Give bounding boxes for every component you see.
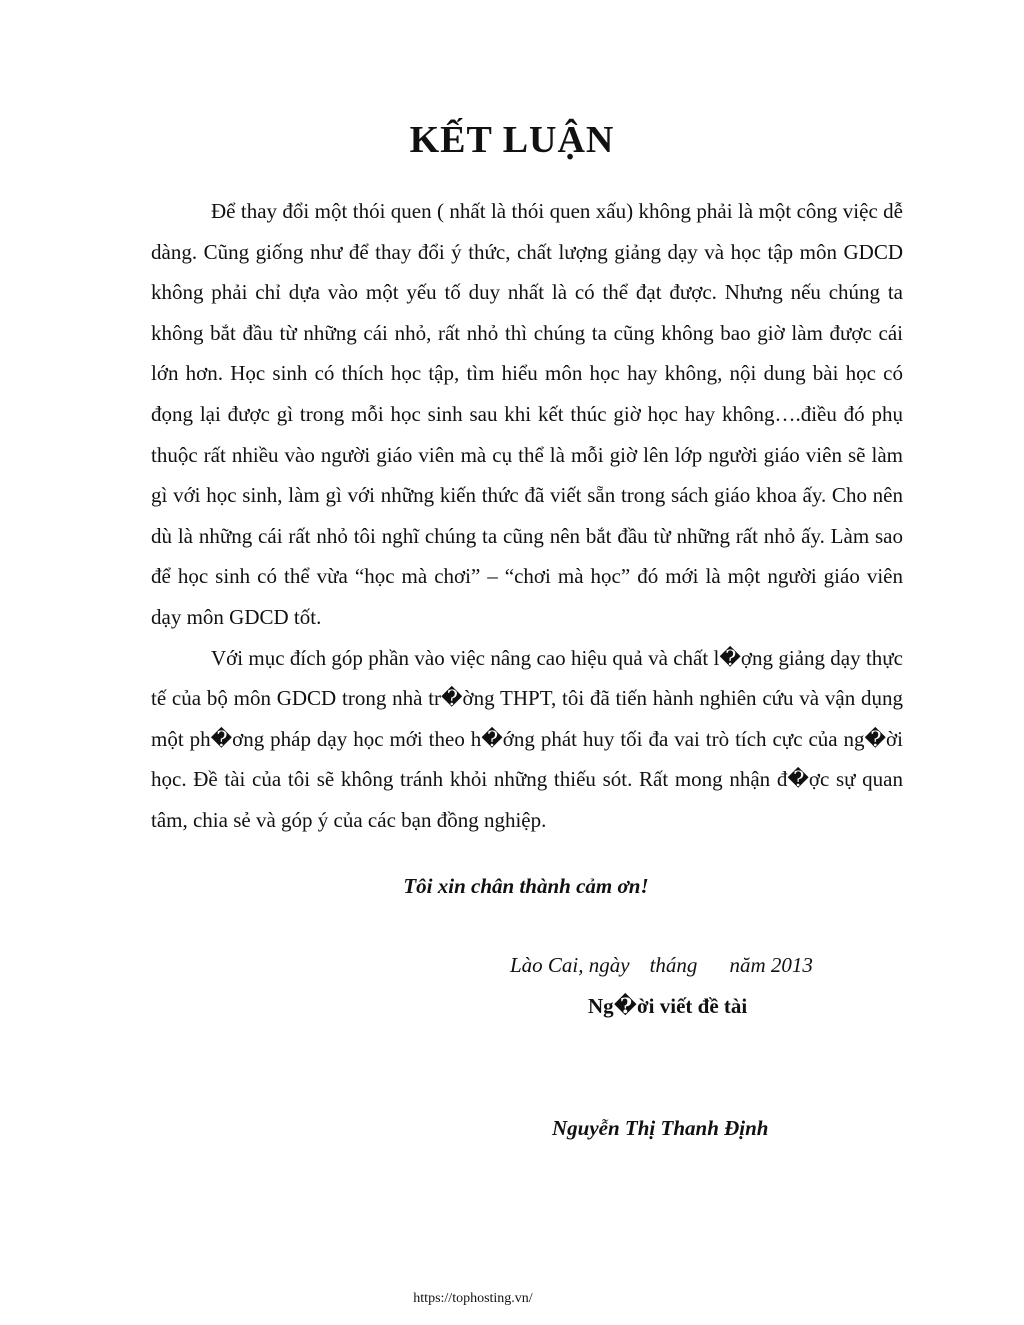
thanks-line: Tôi xin chân thành cảm ơn! [403,874,649,898]
month-label: tháng [649,953,698,977]
footer-url[interactable]: https://tophosting.vn/ [413,1291,533,1306]
place-label: Lào Cai, ngày [510,953,630,977]
body-text [151,191,903,841]
page-title: KẾT LUẬN [409,119,615,161]
paragraph-1: Để thay đổi một thói quen ( nhất là thói quen xấu) không phải là một công việc dễ dàng. Cũng giống như để thay đổi ý thức, chất lượng giảng dạy và học tập môn GDCD không phải chỉ dựa vào một yếu tố duy nhất là có thể đạt được. Nhưng nếu chúng ta không bắt đầu từ những cái nhỏ, rất nhỏ thì chúng ta cũng không bao giờ làm được cái lớn hơn. Học sinh có thích học tập, tìm hiểu môn học hay không, nội dung bài học có đọng lại được gì trong mỗi học sinh sau khi kết thúc giờ học hay không….điều đó phụ thuộc rất nhiều vào người giáo viên mà cụ thể là mỗi giờ lên lớp người giáo viên sẽ làm gì với học sinh, làm gì với những kiến thức đã viết sẵn trong sách giáo khoa ấy. Cho nên dù là những cái rất nhỏ tôi nghĩ chúng ta cũng nên bắt đầu từ những rất nhỏ ấy. Làm sao để học sinh có thể vừa “học mà chơi” – “chơi mà học” đó mới là một người giáo viên dạy môn GDCD tốt. [151,199,903,629]
year-label: năm 2013 [729,953,813,977]
paragraph-2: Với mục đích góp phần vào việc nâng cao hiệu quả và chất l�ợng giảng dạy thực tế của bộ môn GDCD trong nhà tr�ờng THPT, tôi đã tiến hành nghiên cứu và vận dụng một ph�ơng pháp dạy học mới theo h�ớng phát huy tối đa vai trò tích cực của ng�ời học. Đề tài của tôi sẽ không tránh khỏi những thiếu sót. Rất mong nhận đ�ợc sự quan tâm, chia sẻ và góp ý của các bạn đồng nghiệp. [151,645,903,832]
writer-label: Ng�ời viết đề tài [588,994,748,1018]
author-name: Nguyễn Thị Thanh Định [552,1116,769,1140]
place-date [510,953,813,978]
